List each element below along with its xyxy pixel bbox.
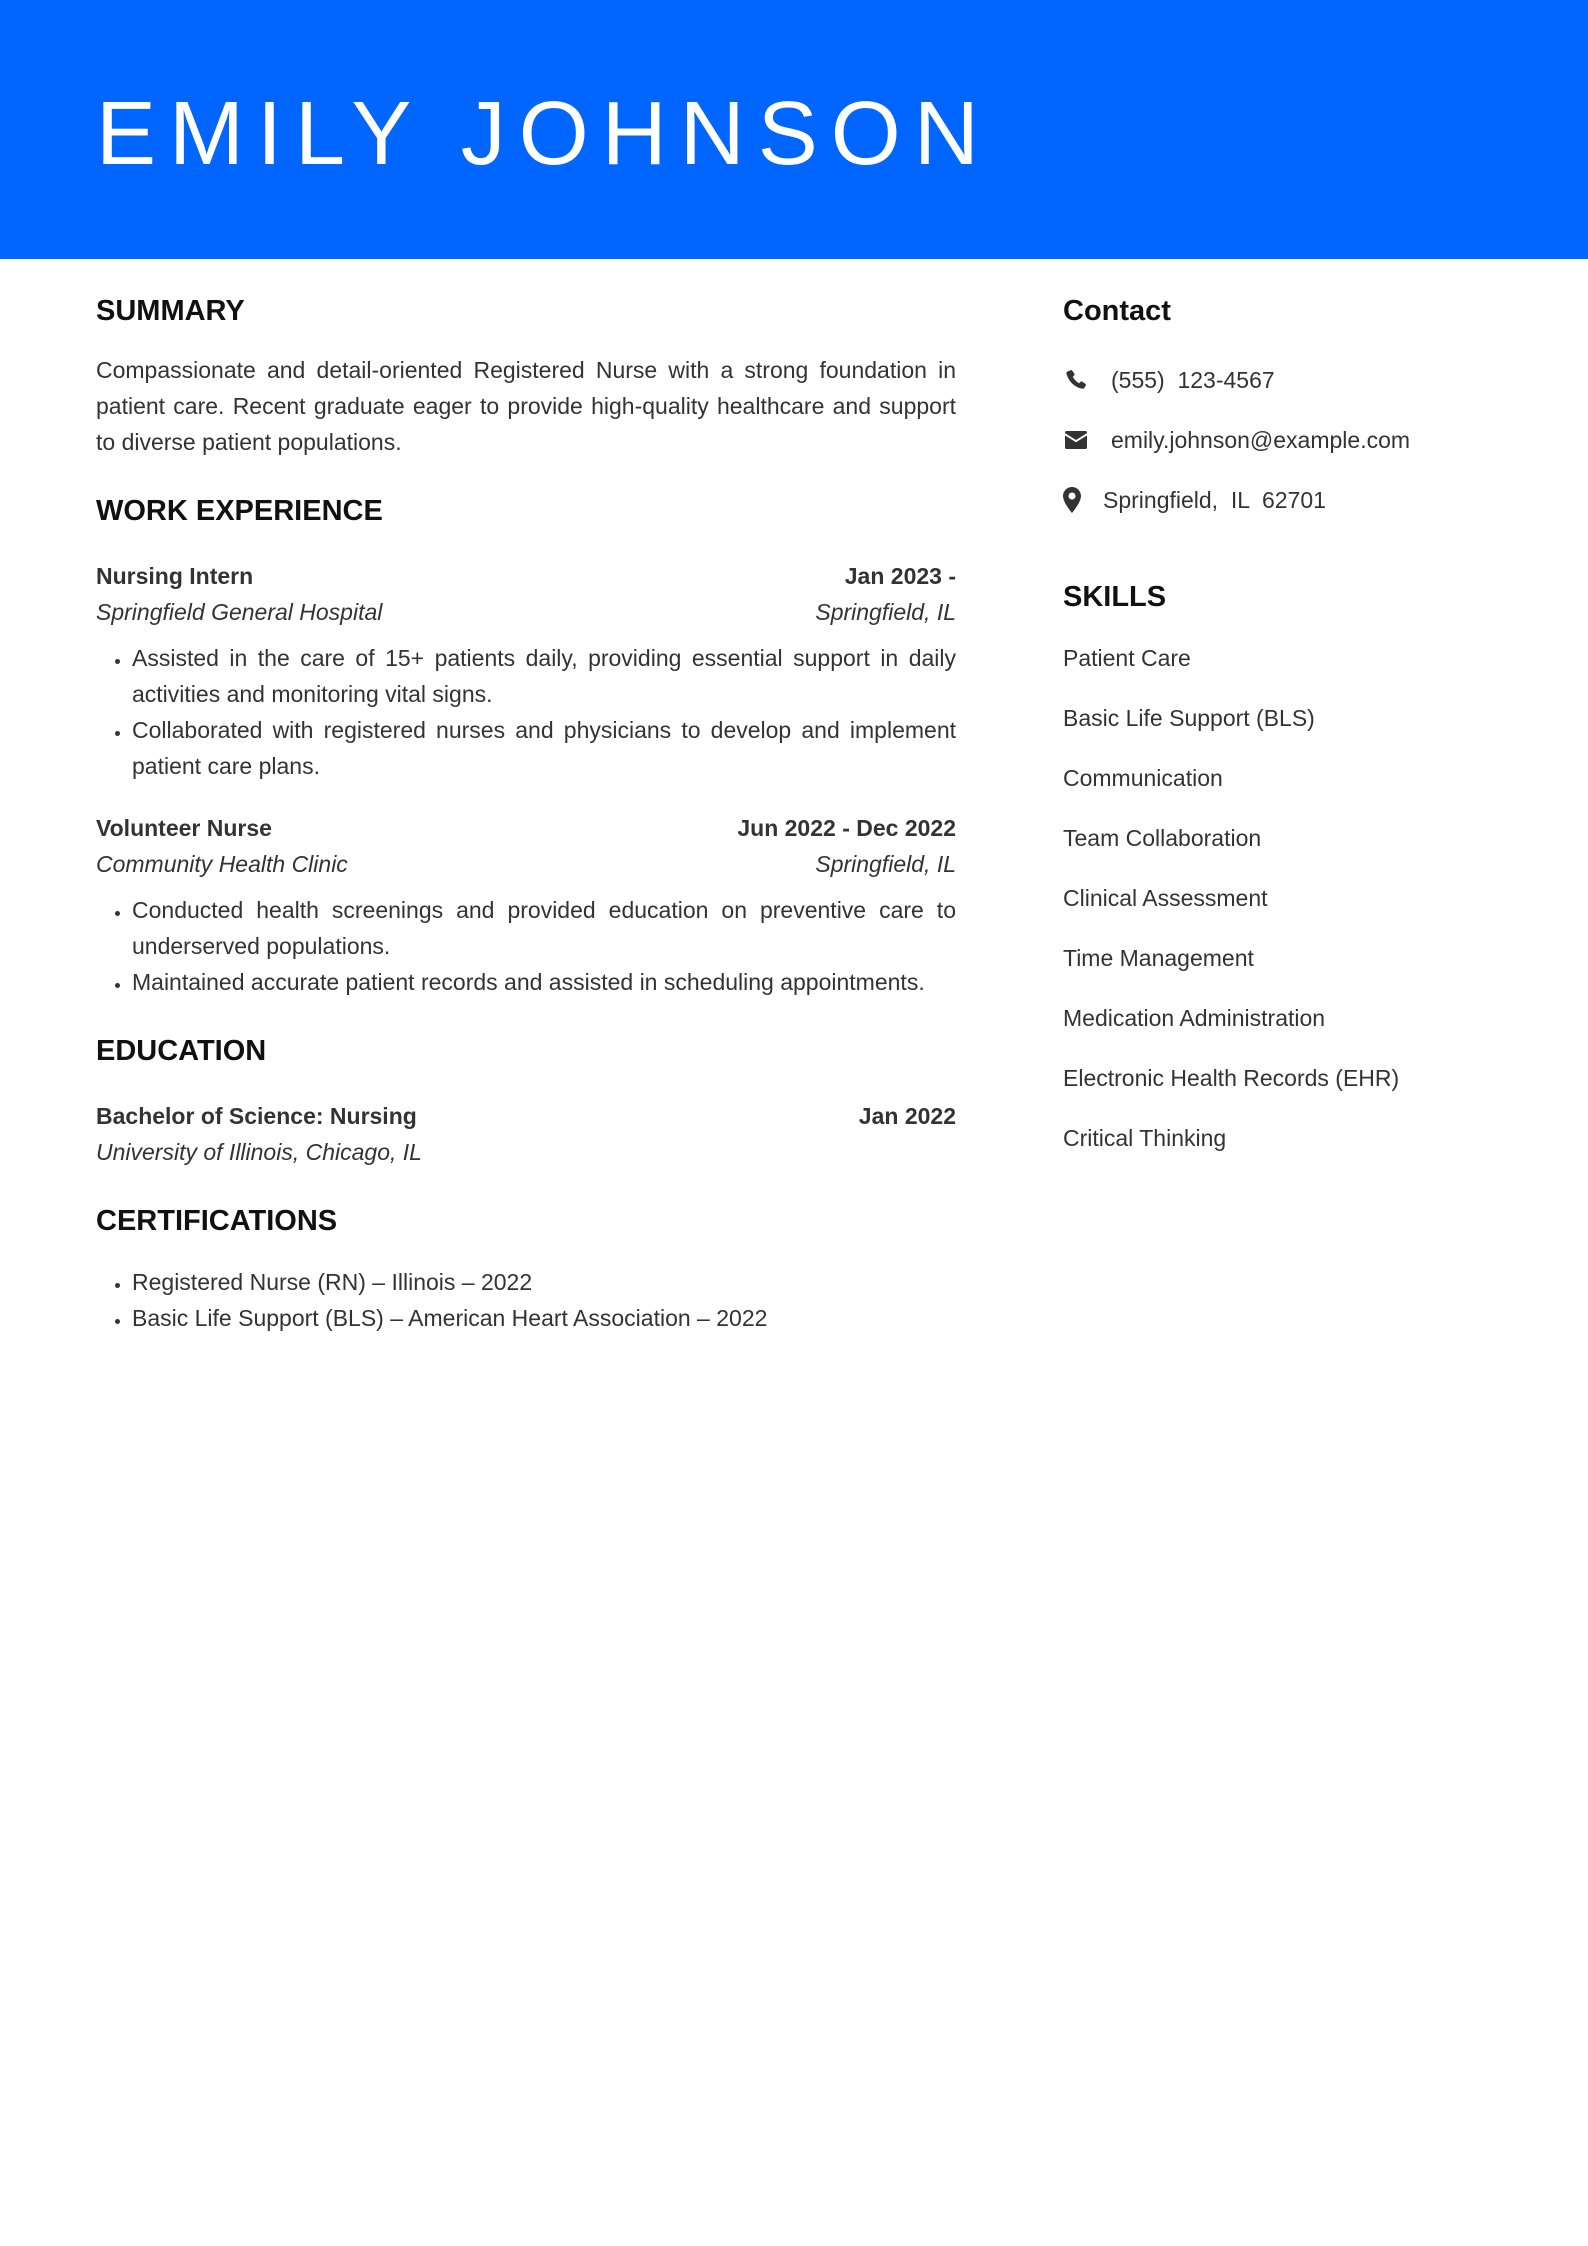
summary-title: SUMMARY [96, 295, 245, 327]
school: University of Illinois, Chicago, IL [96, 1139, 422, 1165]
skill-item: Team Collaboration [1063, 825, 1262, 851]
work-experience-section [96, 490, 956, 1000]
job-bullets [96, 892, 956, 1000]
job-dates: Jun 2022 - Dec 2022 [737, 815, 956, 841]
address: Springfield, IL 62701 [1103, 486, 1326, 513]
summary-section [96, 290, 956, 460]
envelope-icon [1063, 427, 1089, 453]
certification-item: • Registered Nurse (RN) – Illinois – 2022 [132, 1264, 956, 1300]
skill-item: Electronic Health Records (EHR) [1063, 1065, 1400, 1091]
certifications-section [96, 1200, 956, 1336]
certification-item: • Basic Life Support (BLS) – American Heart Association – 2022 [132, 1300, 956, 1336]
contact-address [1063, 482, 1503, 518]
graduation-date: Jan 2022 [858, 1103, 956, 1129]
skills-title: SKILLS [1063, 581, 1167, 613]
certifications-list [96, 1264, 956, 1336]
sidebar-column [1063, 290, 1503, 1156]
map-pin-icon [1063, 487, 1081, 513]
skill-item: Time Management [1063, 945, 1254, 971]
job-dates: Jan 2023 - [844, 563, 956, 589]
contact-section [1063, 290, 1503, 518]
skill-item: Medication Administration [1063, 1005, 1326, 1031]
skill-item: Critical Thinking [1063, 1125, 1227, 1151]
candidate-name: EMILY JOHNSON [96, 84, 992, 184]
job-location: Springfield, IL [815, 851, 956, 877]
job-organization: Springfield General Hospital [96, 599, 383, 625]
contact-phone [1063, 362, 1503, 398]
job-bullet: • Conducted health screenings and provided education on preventive care to underserved populations. [132, 892, 956, 964]
email-address[interactable]: emily.johnson@example.com [1111, 426, 1411, 453]
education-section [96, 1030, 956, 1170]
job-bullet: • Assisted in the care of 15+ patients daily, providing essential support in daily activities and monitoring vital signs. [132, 640, 956, 712]
skills-section [1063, 576, 1503, 1156]
job-role: Volunteer Nurse [96, 815, 272, 841]
skill-item: Basic Life Support (BLS) [1063, 705, 1315, 731]
skill-item: Clinical Assessment [1063, 885, 1268, 911]
header-banner [0, 0, 1588, 259]
job-entry [96, 810, 956, 1000]
main-column [96, 290, 956, 1336]
degree: Bachelor of Science: Nursing [96, 1103, 417, 1129]
summary-text: Compassionate and detail-oriented Registered Nurse with a strong foundation in patient care. Recent graduate eager to provide high-quality healthcare and support to diverse patient populations. [96, 357, 956, 455]
certifications-title: CERTIFICATIONS [96, 1205, 338, 1237]
phone-icon [1063, 367, 1089, 393]
job-role: Nursing Intern [96, 563, 254, 589]
skill-item: Patient Care [1063, 645, 1191, 671]
education-title: EDUCATION [96, 1035, 267, 1067]
contact-title: Contact [1063, 295, 1171, 327]
job-bullets [96, 640, 956, 784]
job-bullet: • Maintained accurate patient records and assisted in scheduling appointments. [132, 964, 956, 1000]
job-bullet: • Collaborated with registered nurses and physicians to develop and implement patient care plans. [132, 712, 956, 784]
job-location: Springfield, IL [815, 599, 956, 625]
contact-email [1063, 422, 1503, 458]
job-entry [96, 558, 956, 784]
work-experience-title: WORK EXPERIENCE [96, 495, 383, 527]
phone-number[interactable]: (555) 123-4567 [1111, 366, 1275, 393]
job-organization: Community Health Clinic [96, 851, 348, 877]
education-entry [96, 1098, 956, 1170]
skill-item: Communication [1063, 765, 1223, 791]
